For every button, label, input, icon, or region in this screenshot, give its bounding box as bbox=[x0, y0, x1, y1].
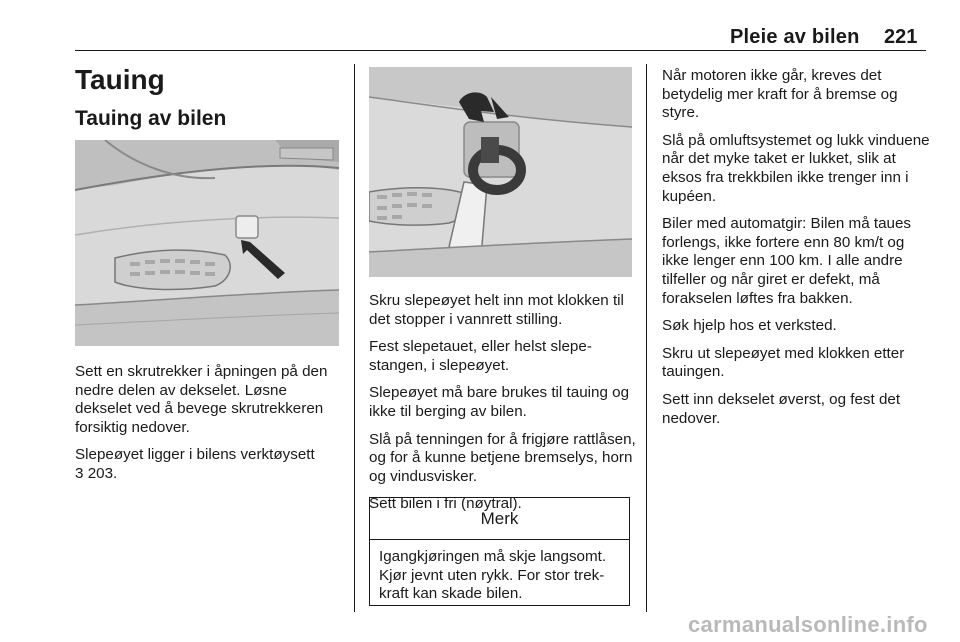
page-reference[interactable] bbox=[75, 465, 343, 484]
column-divider-left bbox=[354, 64, 355, 612]
paragraph: Fest slepetauet, eller helst slepestangen, i slepeøyet. bbox=[369, 338, 592, 374]
paragraph: Søk hjelp hos et verksted. bbox=[662, 317, 837, 335]
note-heading: Merk bbox=[370, 498, 629, 540]
chapter-title: Pleie av bilen bbox=[730, 26, 860, 48]
column-1-text bbox=[75, 363, 343, 493]
paragraph: Slå på tenningen for å frigjøre rattlåsen, og for å kunne betjene bremselys, horn og vindusvisker. bbox=[369, 430, 636, 485]
paragraph: Slepeøyet ligger i bilens verktøysett bbox=[75, 446, 315, 464]
paragraph: Skru slepeøyet helt inn mot klokken til det stopper i vannrett stilling. bbox=[369, 292, 624, 328]
paragraph: Når motoren ikke går, kreves det betydelig mer kraft for å bremse og styre. bbox=[662, 67, 898, 122]
tow-eye-illustration bbox=[369, 67, 632, 277]
reference-page: 203. bbox=[87, 464, 118, 482]
paragraph: Sett en skrutrekker i åpningen på den nedre delen av dekselet. Løsne dekselet ved å bevege skrutrekkeren forsiktig nedover. bbox=[75, 363, 328, 436]
page-number: 221 bbox=[884, 26, 918, 48]
column-3-text bbox=[662, 67, 934, 437]
column-2-text bbox=[369, 292, 639, 523]
note-body: Igangkjøringen må skje langsomt. Kjør jevnt uten rykk. For stor trekkraft kan skade bilen. bbox=[379, 548, 607, 603]
header-rule bbox=[75, 50, 926, 51]
bumper-cover-illustration bbox=[75, 140, 339, 346]
reference-arrow-icon: 3 bbox=[75, 464, 84, 482]
paragraph: Slepeøyet må bare brukes til tauing og ikke til berging av bilen. bbox=[369, 384, 630, 420]
paragraph: Slå på omluftsystemet og lukk vinduene når det myke taket er lukket, slik at eksos fra trekkbilen ikke trenger inn i kupéen. bbox=[662, 131, 930, 205]
note-box bbox=[369, 497, 630, 606]
paragraph: Skru ut slepeøyet med klokken etter tauingen. bbox=[662, 344, 905, 381]
subsection-title: Tauing av bilen bbox=[75, 107, 227, 130]
paragraph: Sett bilen i fri (nøytral). bbox=[369, 495, 522, 513]
paragraph: Biler med automatgir: Bilen må taues forlengs, ikke fortere enn 80 km/t og ikke lenger enn 100 km. I alle andre tilfeller og når giret er defekt, må forakselen løftes fra bakken. bbox=[662, 215, 912, 307]
column-divider-right bbox=[646, 64, 647, 612]
paragraph: Sett inn dekselet øverst, og fest det nedover. bbox=[662, 390, 901, 427]
watermark: carmanualsonline.info bbox=[688, 612, 928, 637]
section-title: Tauing bbox=[75, 64, 165, 95]
